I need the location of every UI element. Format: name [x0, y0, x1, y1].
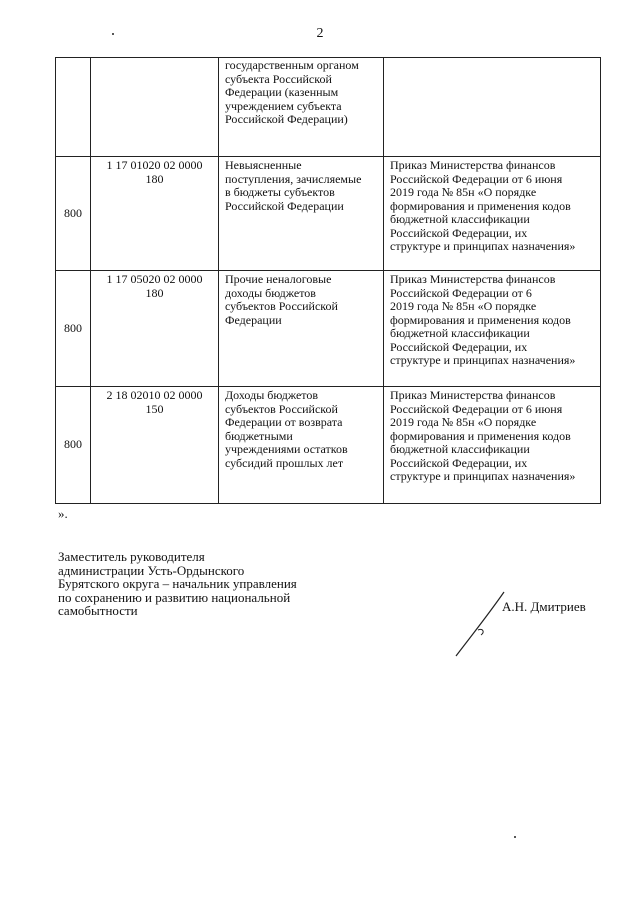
cell-line: Приказ Министерства финансов — [390, 272, 556, 286]
cell-line: 1 17 01020 02 0000 — [106, 158, 203, 172]
revenue-name-cell — [219, 271, 384, 387]
signer-title-line: Заместитель руководителя — [58, 549, 205, 564]
cell-line: государственным органом — [225, 58, 359, 72]
cell-line: Федерации (казенным — [225, 85, 339, 99]
cell-line: 2019 года № 85н «О порядке — [390, 185, 537, 199]
revenue-name-cell — [219, 157, 384, 271]
signer-name: А.Н. Дмитриев — [502, 599, 586, 614]
revenue-name-cell — [219, 387, 384, 504]
revenue-name-cell — [219, 58, 384, 157]
cell-line: структуре и принципах назначения» — [390, 239, 576, 253]
cell-line: бюджетной классификации — [390, 212, 530, 226]
cell-line: Федерации от возврата — [225, 415, 343, 429]
cell-line: доходы бюджетов — [225, 285, 316, 300]
cell-line: бюджетной классификации — [390, 326, 530, 340]
legal-basis-cell — [384, 157, 601, 271]
cell-line: 180 — [145, 171, 164, 186]
cell-line: Российской Федерации от 6 июня — [390, 171, 563, 186]
cell-line: в бюджеты субъектов — [225, 185, 335, 199]
cell-line: бюджетной классификации — [390, 442, 530, 456]
table-row — [56, 271, 601, 387]
cell-line: 2 18 02010 02 0000 — [106, 388, 203, 402]
table-row — [56, 58, 601, 157]
legal-basis-cell — [384, 271, 601, 387]
cell-line: Невыясненные — [225, 158, 302, 172]
cell-line: 2019 года № 85н «О порядке — [390, 415, 537, 429]
cell-line: поступления, зачисляемые — [225, 171, 362, 186]
cell-line: Российской Федерации от 6 июня — [390, 401, 563, 416]
closing-quote: ». — [58, 506, 68, 521]
cell-line: 180 — [145, 285, 164, 300]
admin-code-cell: 800 — [56, 157, 91, 271]
table-row — [56, 157, 601, 271]
cell-line: субъектов Российской — [225, 401, 338, 416]
revenue-code-cell — [91, 157, 219, 271]
revenue-code-cell — [91, 271, 219, 387]
cell-line: 1 17 05020 02 0000 — [106, 272, 203, 286]
cell-line: структуре и принципах назначения» — [390, 469, 576, 483]
cell-line: бюджетными — [225, 428, 293, 443]
cell-line: учреждениями остатков — [225, 442, 348, 456]
cell-line: Прочие неналоговые — [225, 272, 332, 286]
signer-title-line: Бурятского округа – начальник управления — [58, 576, 297, 591]
signer-title-line: самобытности — [58, 603, 138, 618]
cell-line: субъектов Российской — [225, 299, 338, 313]
scan-speck — [112, 33, 114, 35]
cell-line: Приказ Министерства финансов — [390, 388, 556, 402]
cell-line: 150 — [145, 401, 164, 416]
cell-line: структуре и принципах назначения» — [390, 353, 576, 367]
handwritten-signature — [450, 590, 510, 660]
signer-title-line: администрации Усть-Ордынского — [58, 562, 245, 578]
cell-line: Российской Федерации) — [225, 112, 348, 126]
page-number: 2 — [316, 26, 324, 41]
cell-line: Российской Федерации от 6 — [390, 285, 532, 300]
cell-line: 2019 года № 85н «О порядке — [390, 299, 537, 313]
signer-title — [58, 550, 358, 618]
cell-line: Российской Федерации, их — [390, 455, 528, 470]
revenue-code-cell — [91, 58, 219, 157]
table-row — [56, 387, 601, 504]
signer-title-line: по сохранению и развитию национальной — [58, 589, 291, 605]
admin-code-cell: 800 — [56, 387, 91, 504]
cell-line: учреждением субъекта — [225, 98, 342, 113]
cell-line: формирования и применения кодов — [390, 312, 571, 327]
admin-code-cell: 800 — [56, 271, 91, 387]
scan-speck — [514, 836, 516, 838]
cell-line: формирования и применения кодов — [390, 198, 571, 213]
cell-line: субъекта Российской — [225, 71, 332, 86]
budget-code-table — [55, 57, 601, 504]
cell-line: Федерации — [225, 312, 282, 327]
legal-basis-cell — [384, 387, 601, 504]
revenue-code-cell — [91, 387, 219, 504]
cell-line: Российской Федерации, их — [390, 339, 528, 354]
cell-line: Доходы бюджетов — [225, 388, 319, 402]
legal-basis-cell — [384, 58, 601, 157]
cell-line: субсидий прошлых лет — [225, 455, 344, 470]
cell-line: формирования и применения кодов — [390, 428, 571, 443]
cell-line: Приказ Министерства финансов — [390, 158, 556, 172]
admin-code-cell — [56, 58, 91, 157]
cell-line: Российской Федерации — [225, 198, 344, 213]
cell-line: Российской Федерации, их — [390, 225, 528, 240]
